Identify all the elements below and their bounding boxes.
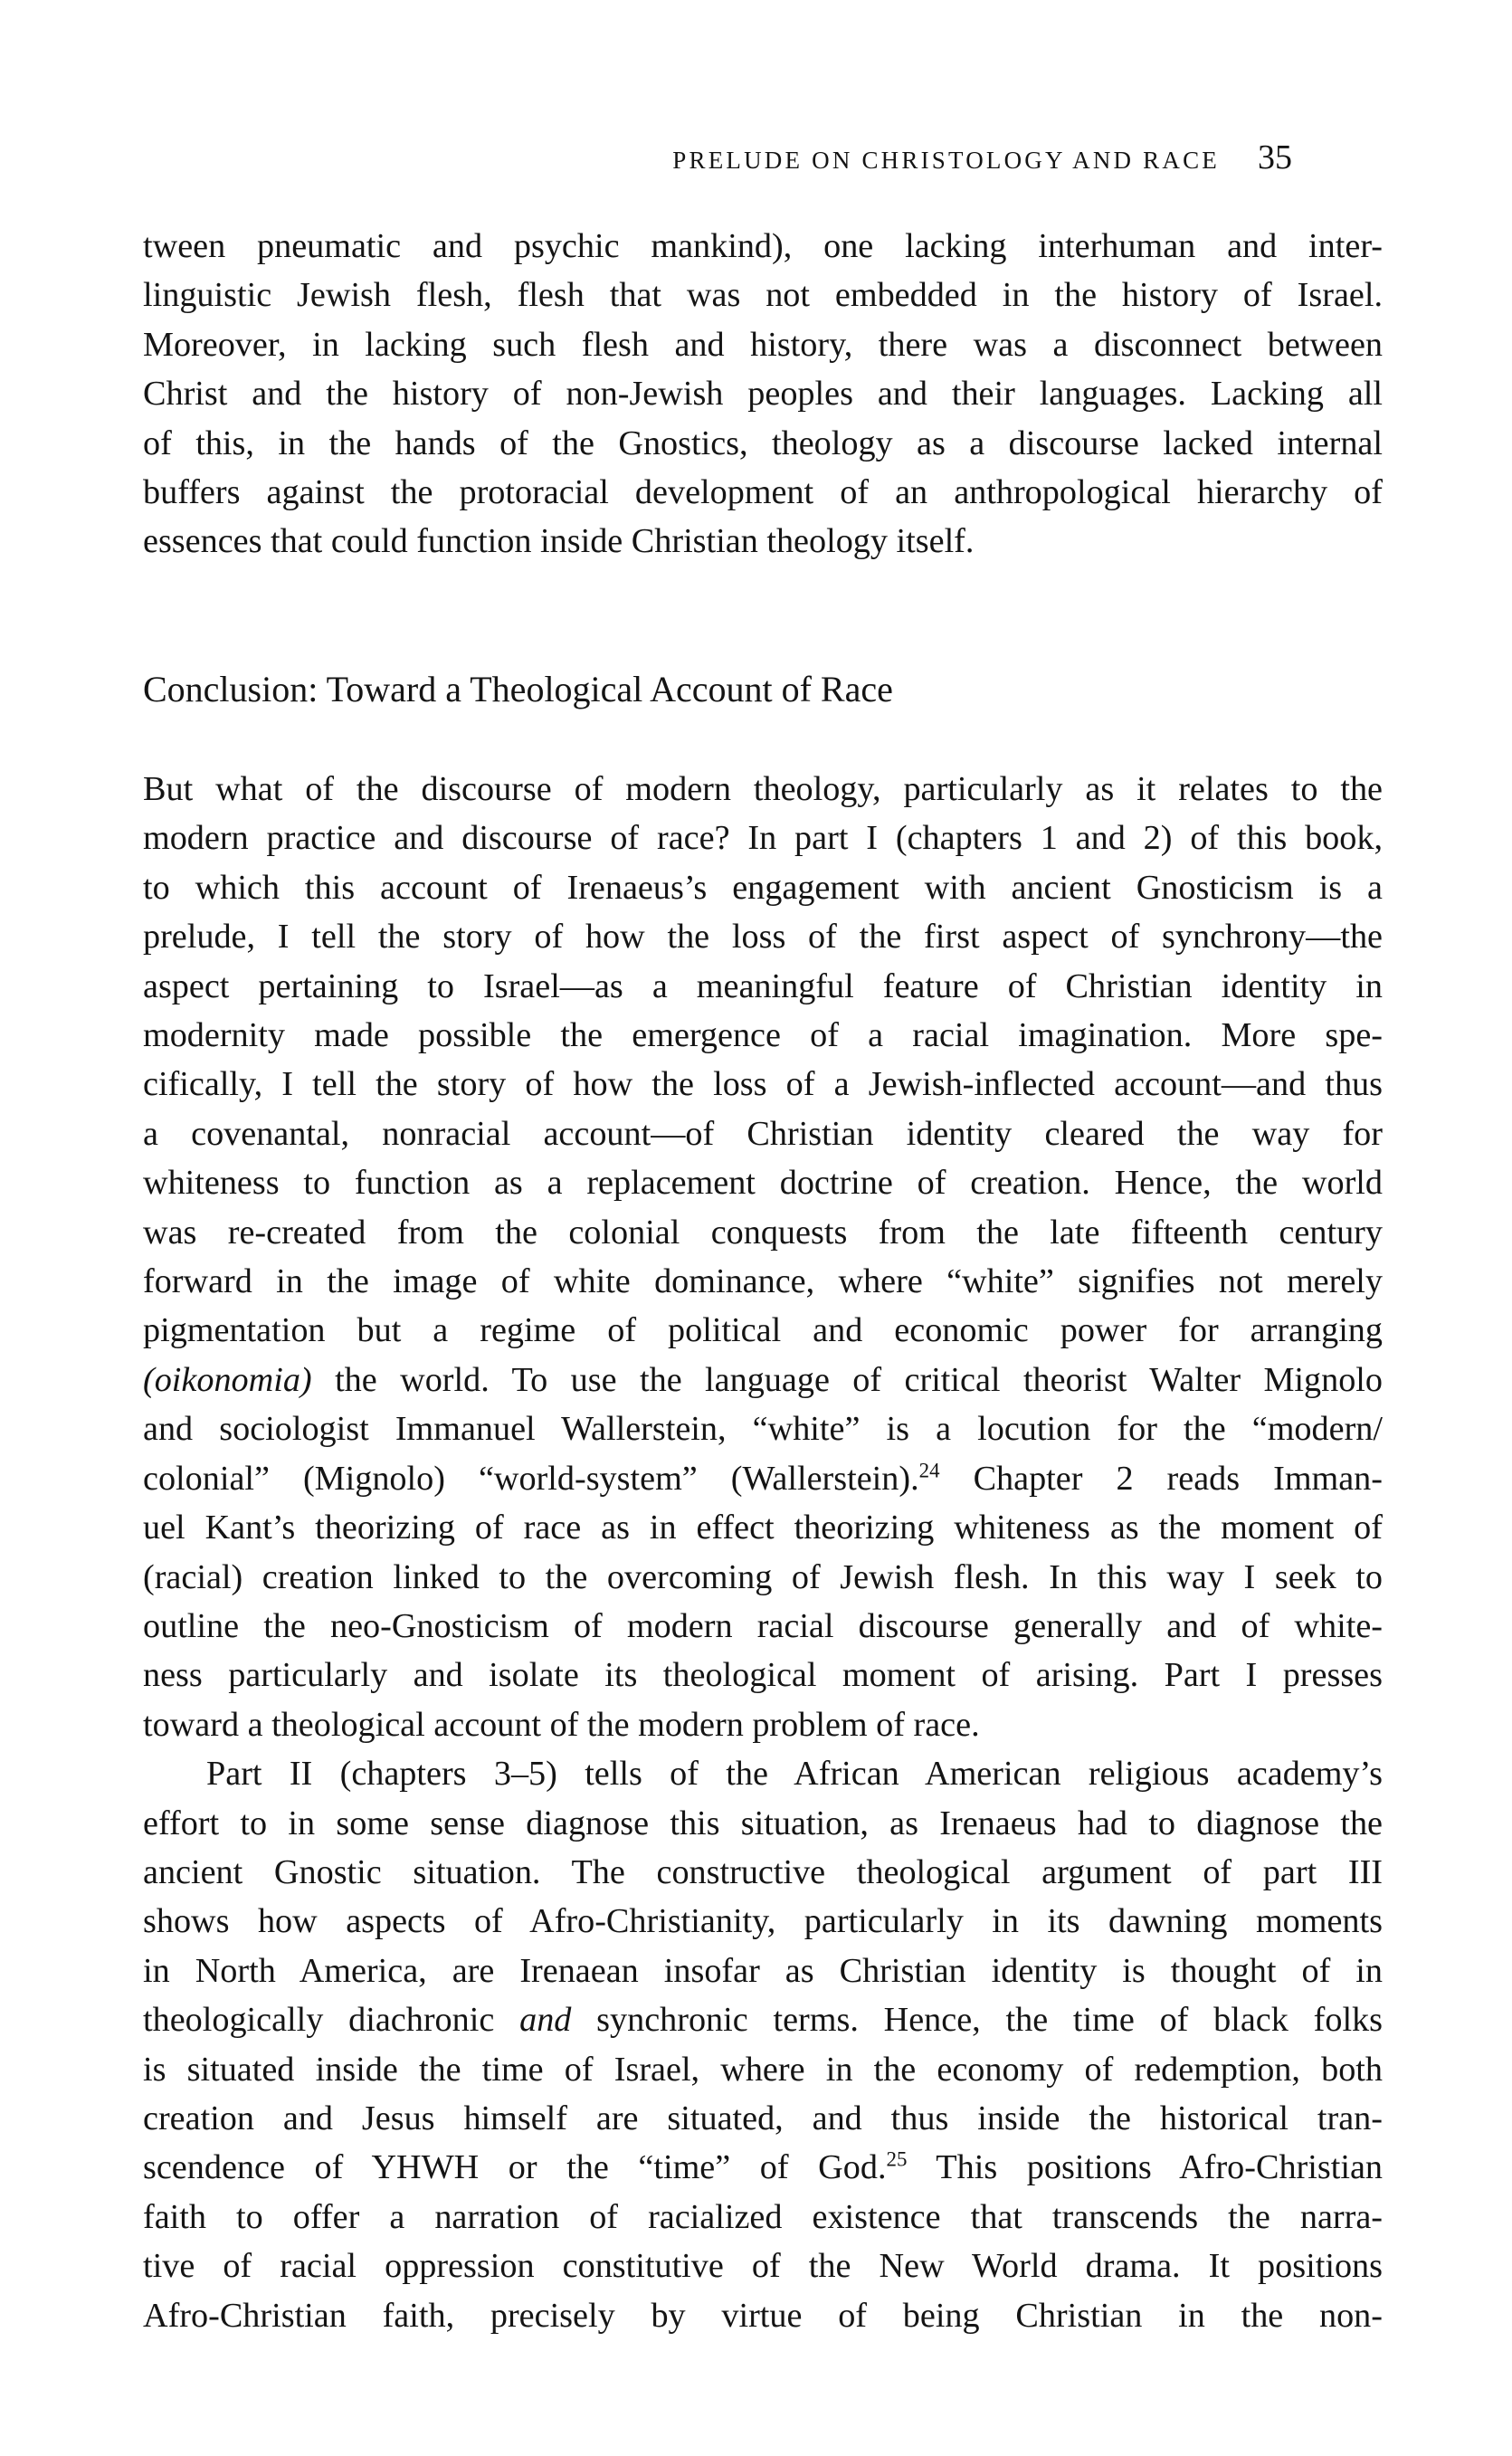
text-line: creation and Jesus himself are situated, and thus inside the historical tran- <box>143 2099 1383 2137</box>
running-head-title: PRELUDE ON CHRISTOLOGY AND RACE <box>672 147 1220 174</box>
text-line: essences that could function inside Christian theology itself. <box>143 522 975 561</box>
text-line: whiteness to function as a replacement doctrine of creation. Hence, the world <box>143 1164 1383 1203</box>
text-line: theologically diachronic and synchronic terms. Hence, the time of black folks <box>143 2001 1384 2040</box>
running-head <box>661 138 1292 177</box>
text-line: colonial” (Mignolo) “world-system” (Wallerstein).$^{24}$ Chapter 2 reads Imman- <box>143 1458 1383 1498</box>
body-text <box>143 765 1383 2340</box>
text-line: tween pneumatic and psychic mankind), one lacking interhuman and inter- <box>143 227 1383 265</box>
text-line: prelude, I tell the story of how the loss of the first aspect of synchrony—the <box>143 918 1383 957</box>
section-heading: Conclusion: Toward a Theological Account of Race <box>143 669 893 709</box>
text-line: to which this account of Irenaeus’s engagement with ancient Gnosticism is a <box>143 868 1383 907</box>
page-number: 35 <box>1258 138 1292 176</box>
text-line: a covenantal, nonracial account—of Christian identity cleared the way for <box>143 1114 1383 1153</box>
text-line: Afro-Christian faith, precisely by virtue of being Christian in the non- <box>143 2296 1383 2335</box>
text-line: aspect pertaining to Israel—as a meaningful feature of Christian identity in <box>143 966 1383 1005</box>
text-line: (oikonomia) the world. To use the language of critical theorist Walter Mignolo <box>143 1360 1383 1399</box>
text-line: ancient Gnostic situation. The constructive theological argument of part III <box>143 1852 1383 1891</box>
text-line: forward in the image of white dominance, where “white” signifies not merely <box>143 1262 1383 1301</box>
text-line: modern practice and discourse of race? In part I (chapters 1 and 2) of this book, <box>143 819 1383 858</box>
text-line: and sociologist Immanuel Wallerstein, “white” is a locution for the “modern/ <box>143 1410 1383 1449</box>
text-line: toward a theological account of the modern problem of race. <box>143 1705 980 1744</box>
footnote-ref-24[interactable]: 24 <box>918 1458 940 1481</box>
text-line: in North America, are Irenaean insofar as Christian identity is thought of in <box>143 1951 1383 1990</box>
text-line: (racial) creation linked to the overcoming of Jewish flesh. In this way I seek to <box>143 1557 1383 1596</box>
text-line: cifically, I tell the story of how the loss of a Jewish-inflected account—and thus <box>143 1065 1383 1104</box>
text-line: pigmentation but a regime of political and economic power for arranging <box>143 1311 1383 1350</box>
paragraph <box>143 765 1383 1749</box>
text-line: Christ and the history of non-Jewish peoples and their languages. Lacking all <box>143 375 1383 414</box>
text-line: ness particularly and isolate its theological moment of arising. Part I presses <box>143 1656 1383 1695</box>
text-line: scendence of YHWH or the “time” of God.$^{25}$ This positions Afro-Christian <box>143 2147 1384 2187</box>
text-line: was re-created from the colonial conquests from the late fifteenth century <box>143 1213 1383 1252</box>
text-line: shows how aspects of Afro-Christianity, particularly in its dawning moments <box>143 1902 1383 1941</box>
text-line: But what of the discourse of modern theology, particularly as it relates to the <box>143 770 1383 808</box>
text-line: faith to offer a narration of racialized existence that transcends the narra- <box>143 2197 1383 2236</box>
text-line: modernity made possible the emergence of a racial imagination. More spe- <box>143 1016 1383 1055</box>
text-line: is situated inside the time of Israel, where in the economy of redemption, both <box>143 2050 1383 2089</box>
italic-term: and <box>519 2001 572 2040</box>
text-line: tive of racial oppression constitutive of the New World drama. It positions <box>143 2247 1383 2286</box>
italic-term: (oikonomia) <box>143 1360 312 1399</box>
paragraph-continuation <box>143 222 1383 566</box>
text-line: outline the neo-Gnosticism of modern racial discourse generally and of white- <box>143 1606 1383 1645</box>
text-line: buffers against the protoracial development of an anthropological hierarchy of <box>143 473 1383 512</box>
text-line: effort to in some sense diagnose this situation, as Irenaeus had to diagnose the <box>143 1804 1383 1842</box>
text-line: of this, in the hands of the Gnostics, theology as a discourse lacked internal <box>143 424 1383 462</box>
text-line: Part II (chapters 3–5) tells of the African American religious academy’s <box>206 1755 1383 1794</box>
text-line: uel Kant’s theorizing of race as in effect theorizing whiteness as the moment of <box>143 1509 1383 1547</box>
text-line: Moreover, in lacking such flesh and history, there was a disconnect between <box>143 325 1383 364</box>
footnote-ref-25[interactable]: 25 <box>886 2147 908 2171</box>
text-line: linguistic Jewish flesh, flesh that was not embedded in the history of Israel. <box>143 276 1383 315</box>
paragraph <box>143 1749 1383 2340</box>
